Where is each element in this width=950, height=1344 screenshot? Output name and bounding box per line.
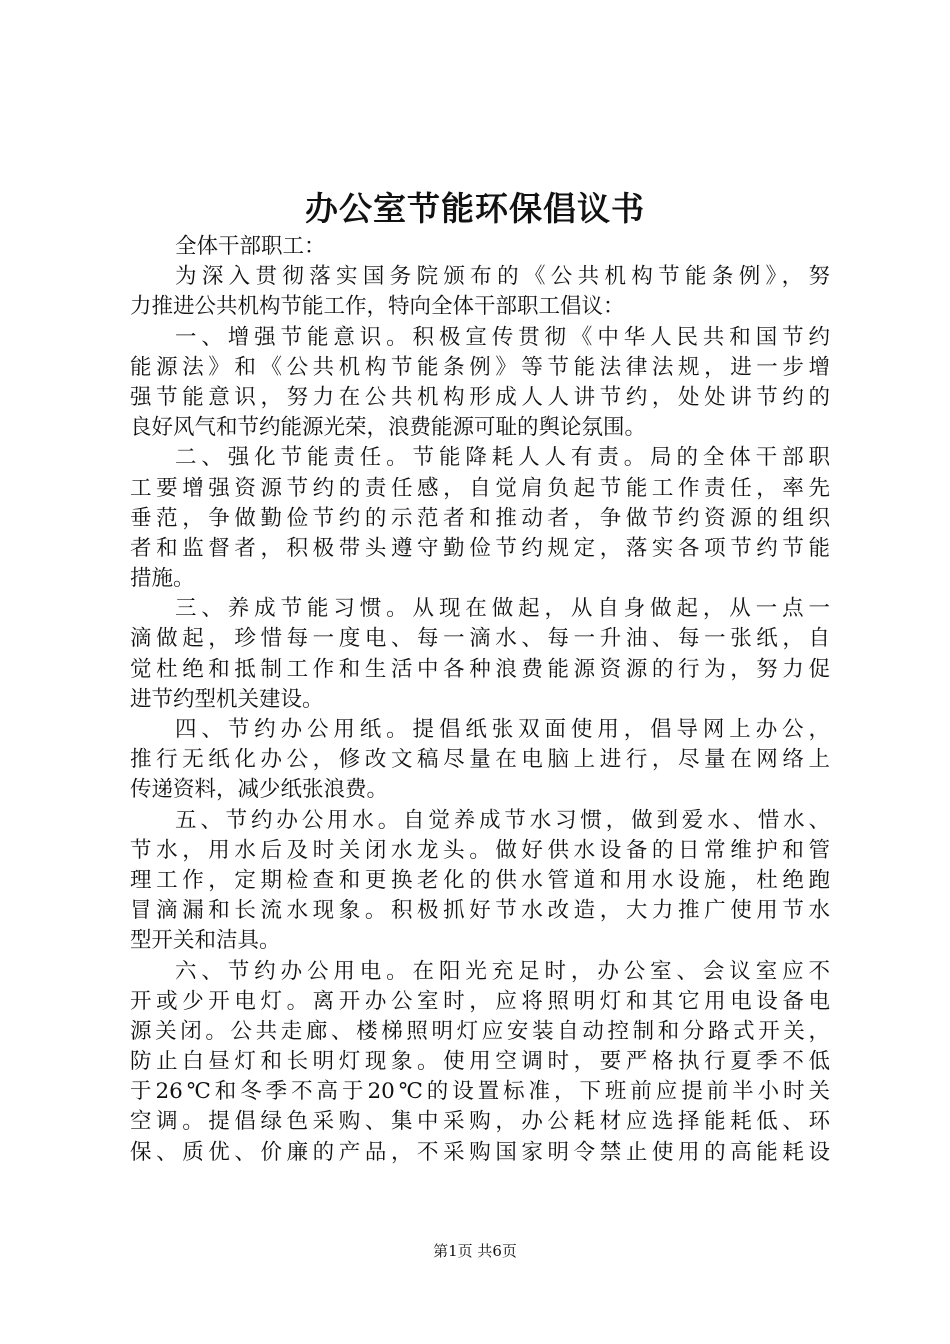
paragraph-line: 于26℃和冬季不高于20℃的设置标准，下班前应提前半小时关 [130, 1079, 830, 1105]
paragraph-line: 一、增强节能意识。积极宣传贯彻《中华人民共和国节约 [175, 324, 830, 350]
salutation: 全体干部职工： [175, 234, 326, 259]
paragraph-line: 推行无纸化办公，修改文稿尽量在电脑上进行，尽量在网络上 [130, 747, 830, 773]
paragraph-line: 强节能意识，努力在公共机构形成人人讲节约，处处讲节约的 [130, 384, 830, 410]
paragraph-line: 者和监督者，积极带头遵守勤俭节约规定，落实各项节约节能 [130, 535, 830, 561]
paragraph-line: 进节约型机关建设。 [130, 686, 324, 712]
paragraph-line: 措施。 [130, 566, 195, 592]
paragraph-line: 节水，用水后及时关闭水龙头。做好供水设备的日常维护和管 [130, 837, 830, 863]
paragraph-line: 能源法》和《公共机构节能条例》等节能法律法规，进一步增 [130, 354, 830, 380]
paragraph-line: 良好风气和节约能源光荣，浪费能源可耻的舆论氛围。 [130, 415, 647, 441]
paragraph-line: 五、节约办公用水。自觉养成节水习惯，做到爱水、惜水、 [175, 807, 830, 833]
paragraph-line: 保、质优、价廉的产品，不采购国家明令禁止使用的高能耗设 [130, 1139, 830, 1165]
paragraph-item-2 [130, 443, 830, 594]
paragraph-line: 型开关和洁具。 [130, 928, 281, 954]
paragraph-line: 四、节约办公用纸。提倡纸张双面使用，倡导网上办公， [175, 717, 830, 742]
paragraph-line: 理工作，定期检查和更换老化的供水管道和用水设施，杜绝跑 [130, 867, 830, 893]
paragraph-intro [130, 262, 830, 322]
paragraph-line: 冒滴漏和长流水现象。积极抓好节水改造，大力推广使用节水 [130, 898, 830, 924]
paragraph-line: 开或少开电灯。离开办公室时，应将照明灯和其它用电设备电 [130, 988, 830, 1014]
paragraph-item-4 [130, 715, 830, 806]
paragraph-line: 防止白昼灯和长明灯现象。使用空调时，要严格执行夏季不低 [130, 1049, 830, 1075]
paragraph-item-6 [130, 957, 830, 1168]
paragraph-item-5 [130, 806, 830, 957]
paragraph-line: 三、养成节能习惯。从现在做起，从自身做起，从一点一 [175, 596, 830, 622]
paragraph-line: 源关闭。公共走廊、楼梯照明灯应安装自动控制和分路式开关， [130, 1018, 830, 1044]
paragraph-line: 滴做起，珍惜每一度电、每一滴水、每一升油、每一张纸，自 [130, 626, 830, 652]
paragraph-item-3 [130, 594, 830, 715]
paragraph-line: 空调。提倡绿色采购、集中采购，办公耗材应选择能耗低、环 [130, 1109, 830, 1135]
paragraph-line: 垂范，争做勤俭节约的示范者和推动者，争做节约资源的组织 [130, 505, 830, 531]
document-body [130, 232, 830, 1168]
paragraph-line: 二、强化节能责任。节能降耗人人有责。局的全体干部职 [175, 445, 830, 471]
paragraph-line: 力推进公共机构节能工作，特向全体干部职工倡议： [130, 294, 625, 320]
paragraph-line: 觉杜绝和抵制工作和生活中各种浪费能源资源的行为，努力促 [130, 656, 830, 682]
paragraph-item-1 [130, 323, 830, 444]
page-number: 第1页 共6页 [433, 1242, 517, 1260]
paragraph-line: 为深入贯彻落实国务院颁布的《公共机构节能条例》，努 [175, 264, 830, 290]
paragraph-line: 六、节约办公用电。在阳光充足时，办公室、会议室应不 [175, 958, 830, 984]
paragraph-line: 传递资料，减少纸张浪费。 [130, 777, 389, 803]
paragraph-line: 工要增强资源节约的责任感，自觉肩负起节能工作责任，率先 [130, 475, 830, 501]
document-title: 办公室节能环保倡议书 [305, 189, 645, 228]
